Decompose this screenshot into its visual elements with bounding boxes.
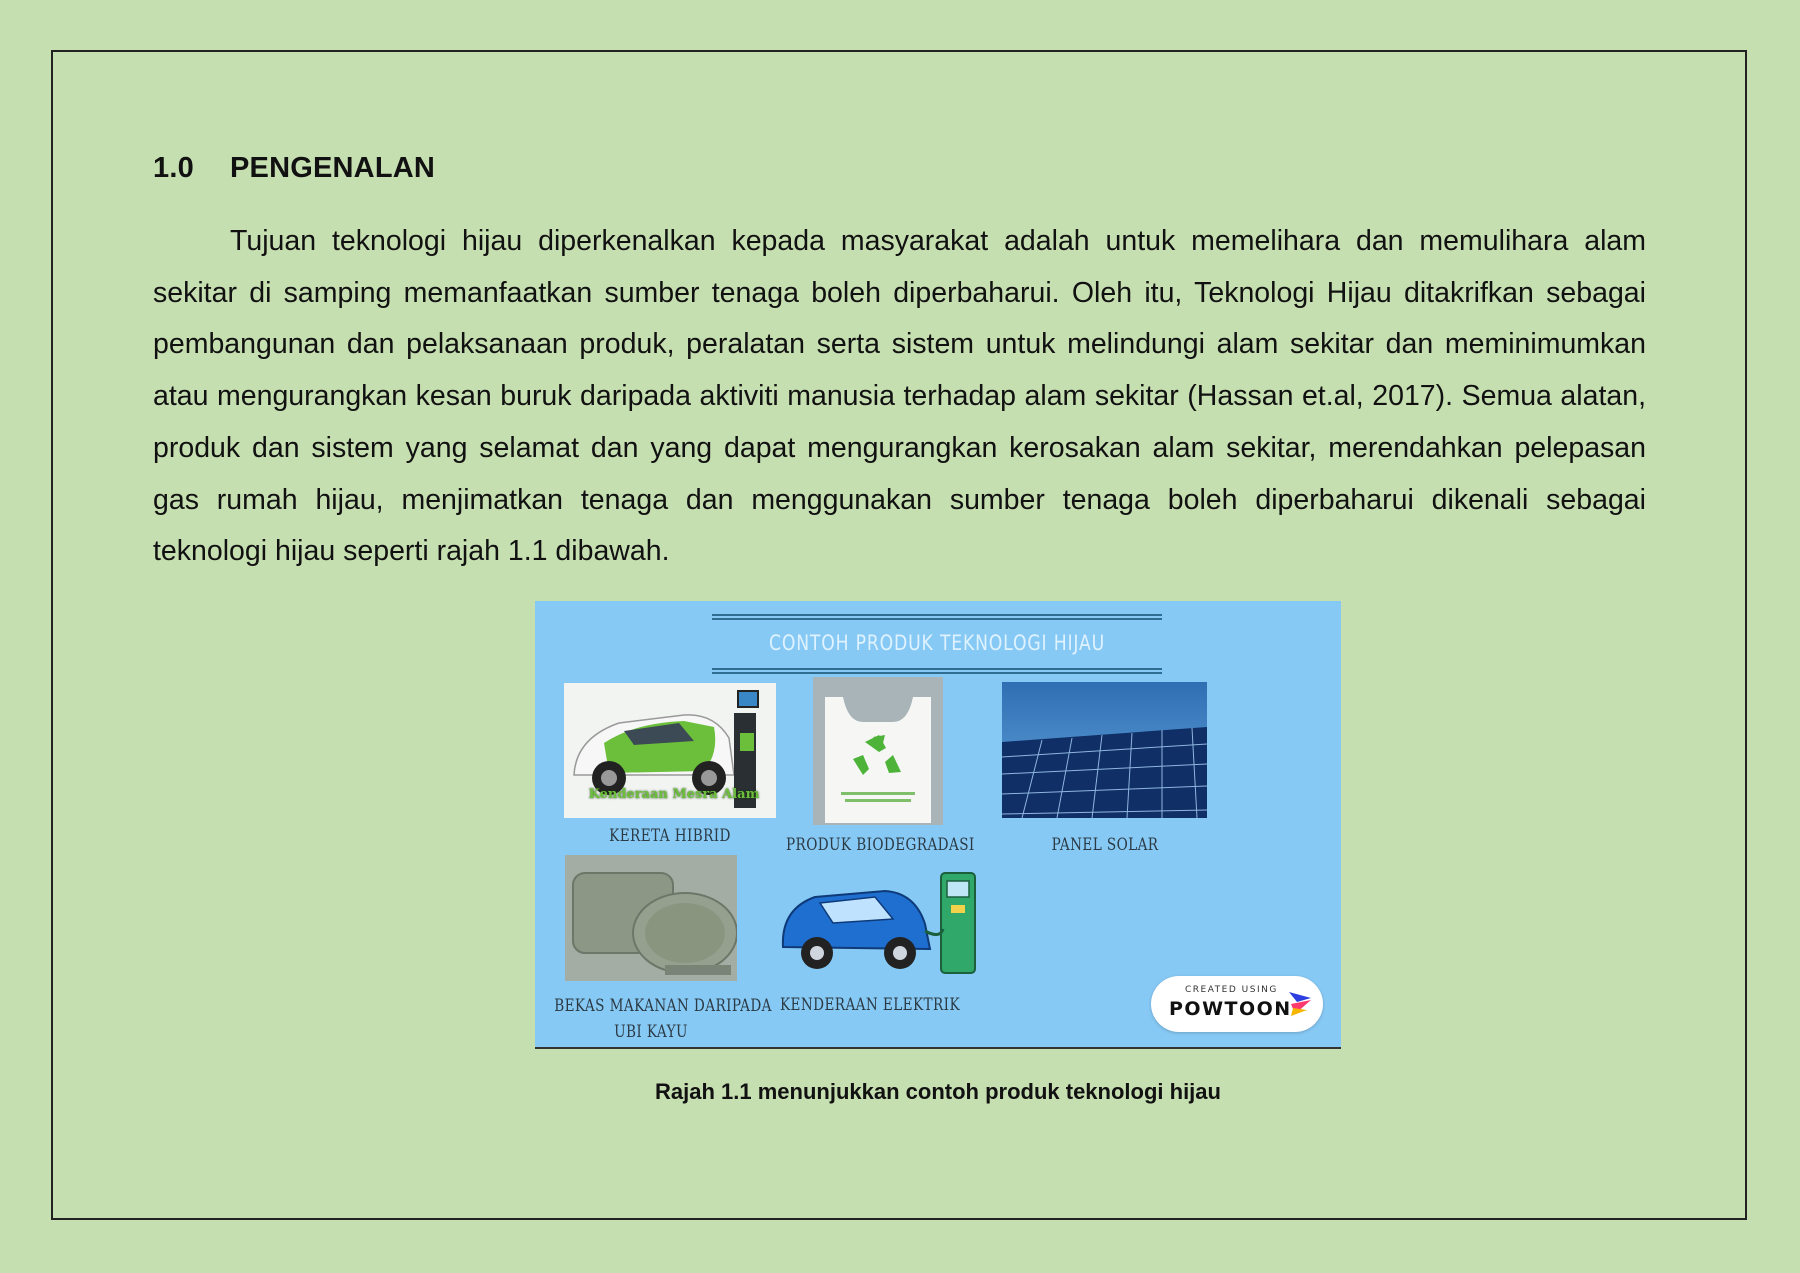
recycle-bag-illustration (813, 677, 943, 825)
badge-created-using: CREATED USING (1185, 985, 1278, 995)
electric-car-image (775, 869, 985, 979)
hybrid-car-image (564, 683, 776, 818)
title-rule-bottom (712, 668, 1162, 674)
badge-brand: POWTOON (1169, 998, 1292, 1020)
figure-title: CONTOH PRODUK TEKNOLOGI HIJAU (768, 631, 1106, 655)
powtoon-logo-icon (1287, 988, 1313, 1018)
label-panel-solar: PANEL SOLAR (1051, 835, 1159, 855)
food-container-image (565, 855, 737, 981)
section-title: PENGENALAN (230, 152, 436, 184)
hybrid-car-image-text: Kenderaan Mesra Alam (588, 787, 760, 802)
biodegradable-bag-image (813, 677, 943, 825)
title-rule-top (712, 614, 1162, 620)
label-bekas-makanan-line2: UBI KAYU (614, 1022, 688, 1042)
electric-car-illustration (775, 869, 985, 979)
figure-caption: Rajah 1.1 menunjukkan contoh produk teknologi hijau (655, 1079, 1221, 1104)
label-kereta-hibrid: KERETA HIBRID (609, 826, 731, 846)
solar-panel-illustration (1002, 682, 1207, 818)
figure-title-block (712, 611, 1162, 676)
solar-panel-image (1002, 682, 1207, 818)
section-number: 1.0 (153, 152, 194, 184)
label-produk-biodegradasi: PRODUK BIODEGRADASI (786, 835, 975, 855)
food-container-illustration (565, 855, 737, 981)
label-bekas-makanan-line1: BEKAS MAKANAN DARIPADA (554, 996, 772, 1016)
powtoon-badge (1151, 976, 1323, 1032)
section-heading (153, 152, 435, 185)
figure-green-tech-products (535, 601, 1341, 1049)
label-bekas-makanan (554, 993, 772, 1045)
label-kenderaan-elektrik: KENDERAAN ELEKTRIK (779, 995, 961, 1015)
intro-paragraph: Tujuan teknologi hijau diperkenalkan kepada masyarakat adalah untuk memelihara dan memulihara alam sekitar di samping memanfaatkan sumber tenaga boleh diperbaharui. Oleh itu, Teknologi Hijau ditakrifkan sebagai pembangunan dan pelaksanaan produk, peralatan serta sistem untuk melindungi alam sekitar dan meminimumkan atau mengurangkan kesan buruk daripada aktiviti manusia terhadap alam sekitar (Hassan et.al, 2017). Semua alatan, produk dan sistem yang selamat dan yang dapat mengurangkan kerosakan alam sekitar, merendahkan pelepasan gas rumah hijau, menjimatkan tenaga dan menggunakan sumber tenaga boleh diperbaharui dikenali sebagai teknologi hijau seperti rajah 1.1 dibawah. (153, 225, 1646, 568)
